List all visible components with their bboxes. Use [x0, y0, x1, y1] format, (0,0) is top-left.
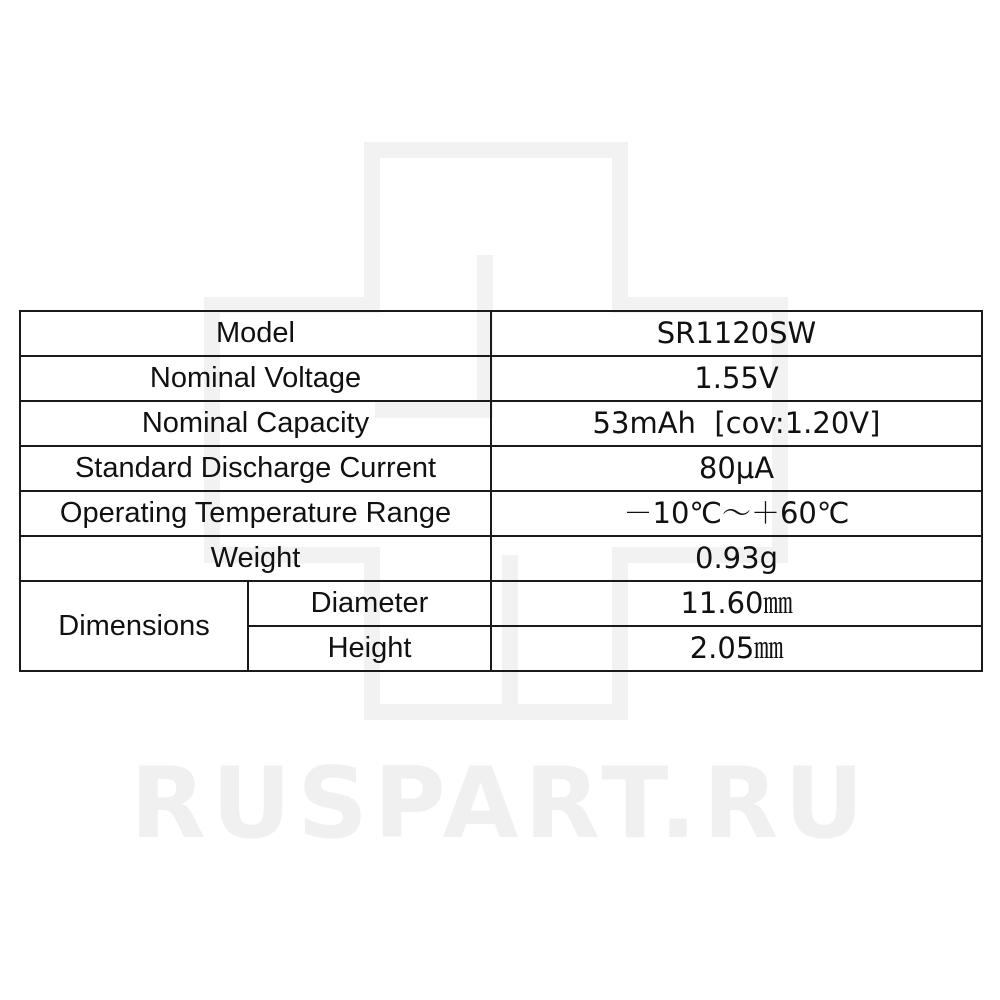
row-value-weight: 0.93g [491, 536, 982, 581]
row-value-nominal-voltage: 1.55V [491, 356, 982, 401]
row-label-diameter: Diameter [248, 581, 491, 626]
row-label-nominal-voltage: Nominal Voltage [20, 356, 491, 401]
row-label-weight: Weight [20, 536, 491, 581]
table-row [20, 401, 982, 446]
table-row [20, 536, 982, 581]
table-row [20, 581, 982, 626]
row-label-discharge-current: Standard Discharge Current [20, 446, 491, 491]
row-value-discharge-current: 80μA [491, 446, 982, 491]
table-row [20, 491, 982, 536]
row-value-height: 2.05㎜ [491, 626, 982, 671]
row-value-operating-temperature: －10℃～＋60℃ [491, 491, 982, 536]
row-label-dimensions: Dimensions [20, 581, 248, 671]
row-value-nominal-capacity: 53mAh [cov:1.20V] [491, 401, 982, 446]
row-label-operating-temperature: Operating Temperature Range [20, 491, 491, 536]
spec-table [19, 310, 983, 672]
watermark-text: RUSPART.RU [130, 747, 870, 861]
row-label-model: Model [20, 311, 491, 356]
row-label-nominal-capacity: Nominal Capacity [20, 401, 491, 446]
table-row [20, 356, 982, 401]
row-value-diameter: 11.60㎜ [491, 581, 982, 626]
table-row [20, 446, 982, 491]
table-row [20, 311, 982, 356]
row-label-height: Height [248, 626, 491, 671]
row-value-model: SR1120SW [491, 311, 982, 356]
